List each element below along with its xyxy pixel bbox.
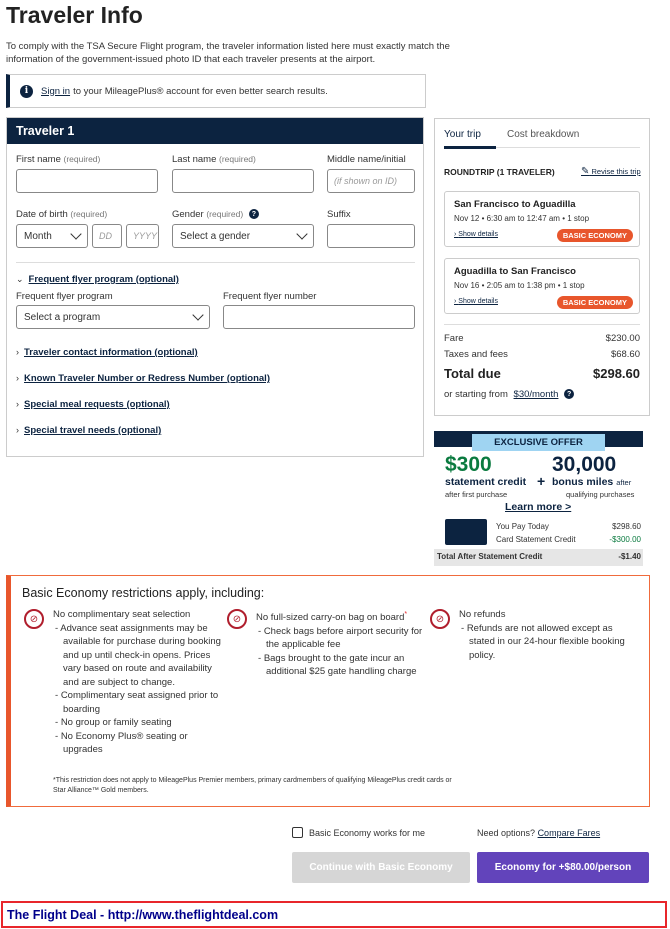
total-due-label: Total due	[444, 366, 501, 381]
refund-restriction: No refunds - Refunds are not allowed except as stated in our 24-hour flexible booking policy.	[459, 609, 625, 661]
dob-label: Date of birth (required)	[16, 209, 108, 220]
dob-month-value: Month	[24, 230, 52, 242]
taxes-value: $68.60	[610, 349, 640, 360]
total-due-value: $298.60	[593, 366, 640, 381]
statement-credit-value: -$300.00	[609, 535, 641, 544]
basic-economy-badge: BASIC ECONOMY	[557, 296, 633, 309]
offer-credit-label: statement credit	[445, 476, 527, 488]
monthly-link[interactable]: $30/month	[513, 389, 559, 400]
offer-miles-label: bonus miles after	[552, 476, 632, 488]
pay-today-value: $298.60	[612, 522, 641, 531]
page-title: Traveler Info	[6, 2, 143, 28]
ffp-label: Frequent flyer program	[16, 291, 113, 302]
traveler-form	[6, 117, 424, 457]
divider	[16, 262, 415, 263]
basic-economy-checkbox-label: Basic Economy works for me	[309, 828, 426, 838]
card-offer[interactable]	[434, 431, 644, 567]
help-icon[interactable]: ?	[249, 209, 259, 219]
offer-banner: EXCLUSIVE OFFER	[472, 434, 605, 451]
statement-credit-label: Card Statement Credit	[496, 535, 576, 544]
restrictions-title: Basic Economy restrictions apply, including:	[22, 586, 265, 600]
trip-summary	[434, 118, 650, 416]
offer-credit-amount: $300	[445, 453, 492, 476]
contact-info-link[interactable]: › Traveler contact information (optional)	[16, 347, 198, 358]
need-options: Need options? Compare Fares	[477, 828, 601, 838]
chevron-right-icon: ›	[16, 425, 19, 435]
known-traveler-link[interactable]: › Known Traveler Number or Redress Number (optional)	[16, 373, 270, 384]
show-details-link[interactable]: › Show details	[454, 298, 498, 305]
restrictions-footnote: *This restriction does not apply to MileagePlus Premier members, primary cardmembers of qualifying MileagePlus credit cards or Star Alliance™ Gold members.	[53, 777, 452, 794]
basic-economy-restrictions	[6, 575, 650, 807]
continue-basic-economy-button[interactable]: Continue with Basic Economy	[292, 852, 470, 883]
middle-name-input[interactable]: (if shown on ID)	[327, 169, 415, 193]
info-icon: i	[20, 85, 33, 98]
no-seat-selection-icon: ⊘	[24, 609, 44, 629]
flight-card-outbound	[444, 191, 640, 247]
pay-today-label: You Pay Today	[496, 522, 549, 531]
last-name-input[interactable]	[172, 169, 314, 193]
traveler-header: Traveler 1	[7, 118, 423, 144]
tab-active-indicator	[444, 146, 496, 149]
offer-miles-amount: 30,000	[552, 453, 617, 476]
taxes-label: Taxes and fees	[444, 349, 508, 360]
flight-details: Nov 12 • 6:30 am to 12:47 am • 1 stop	[454, 214, 590, 223]
help-icon[interactable]: ?	[564, 389, 574, 399]
first-name-input[interactable]	[16, 169, 158, 193]
travel-needs-link[interactable]: › Special travel needs (optional)	[16, 425, 162, 436]
chevron-down-icon	[296, 228, 307, 239]
chevron-right-icon: ›	[16, 373, 19, 383]
monthly-option: or starting from $30/month ?	[444, 389, 574, 400]
flight-deal-banner: The Flight Deal - http://www.theflightdeal.com	[1, 901, 667, 928]
basic-economy-checkbox[interactable]	[292, 827, 303, 838]
edit-icon: ✎	[581, 166, 590, 177]
roundtrip-label: ROUNDTRIP (1 TRAVELER)	[444, 167, 555, 177]
flight-details: Nov 16 • 2:05 am to 1:38 pm • 1 stop	[454, 281, 585, 290]
ffn-input[interactable]	[223, 305, 415, 329]
seat-restriction: No complimentary seat selection - Advance seat assignments may be available for purchase during booking and up until check-in opens. Prices vary based on route and availability and are subject to change. - Complimentary seat assigned prior to boarding - No group or family seating - No Economy Plus® seating or upgrades	[53, 609, 221, 755]
chevron-down-icon: ⌄	[16, 274, 24, 284]
revise-trip-link[interactable]: ✎ Revise this trip	[581, 166, 641, 177]
divider	[444, 324, 640, 325]
show-details-link[interactable]: › Show details	[454, 231, 498, 238]
fare-label: Fare	[444, 333, 464, 344]
fare-value: $230.00	[605, 333, 640, 344]
basic-economy-badge: BASIC ECONOMY	[557, 229, 633, 242]
meal-requests-link[interactable]: › Special meal requests (optional)	[16, 399, 170, 410]
ffp-select[interactable]	[16, 305, 210, 329]
tab-your-trip[interactable]: Your trip	[444, 129, 481, 140]
signin-text: to your MileagePlus® account for even better search results.	[73, 85, 328, 97]
offer-miles-sub: qualifying purchases	[566, 490, 635, 499]
dob-month-select[interactable]	[16, 224, 88, 248]
plus-icon: +	[537, 473, 546, 489]
first-name-label: First name (required)	[16, 154, 101, 165]
offer-total-value: -$1.40	[618, 552, 641, 561]
chevron-right-icon: ›	[16, 399, 19, 409]
carry-on-restriction: No full-sized carry-on bag on board* - Check bags before airport security for the applicable fee - Bags brought to the gate incur an additional $25 gate handling charge	[256, 611, 423, 678]
gender-label: Gender (required) ?	[172, 209, 259, 220]
compare-fares-link[interactable]: Compare Fares	[537, 828, 601, 838]
gender-value: Select a gender	[180, 230, 251, 242]
offer-credit-sub: after first purchase	[445, 490, 508, 499]
gender-select[interactable]	[172, 224, 314, 248]
middle-name-label: Middle name/initial	[327, 154, 406, 165]
chevron-down-icon	[70, 228, 81, 239]
dob-year-input[interactable]: YYYY	[126, 224, 159, 248]
chevron-right-icon: ›	[16, 347, 19, 357]
credit-card-image	[445, 519, 487, 545]
no-refunds-icon: ⊘	[430, 609, 450, 629]
offer-total-label: Total After Statement Credit	[437, 552, 543, 561]
tab-cost-breakdown[interactable]: Cost breakdown	[507, 129, 580, 140]
flight-route: Aguadilla to San Francisco	[454, 266, 576, 277]
upgrade-economy-button[interactable]: Economy for +$80.00/person	[477, 852, 649, 883]
suffix-input[interactable]	[327, 224, 415, 248]
dob-day-input[interactable]: DD	[92, 224, 122, 248]
no-carry-on-icon: ⊘	[227, 609, 247, 629]
tsa-intro-text: To comply with the TSA Secure Flight program, the traveler information listed here must exactly match the information of the government-issued photo ID that each traveler presents at the airport.	[6, 41, 450, 65]
last-name-label: Last name (required)	[172, 154, 256, 165]
flight-card-return	[444, 258, 640, 314]
ffp-value: Select a program	[24, 311, 101, 323]
learn-more-link[interactable]: Learn more >	[505, 501, 572, 513]
suffix-label: Suffix	[327, 209, 351, 220]
flight-route: San Francisco to Aguadilla	[454, 199, 576, 210]
ffn-label: Frequent flyer number	[223, 291, 317, 302]
signin-notice	[6, 74, 426, 108]
ffp-toggle[interactable]: ⌄ Frequent flyer program (optional)	[16, 274, 179, 285]
signin-link[interactable]: Sign in	[41, 85, 71, 97]
chevron-down-icon	[192, 309, 203, 320]
